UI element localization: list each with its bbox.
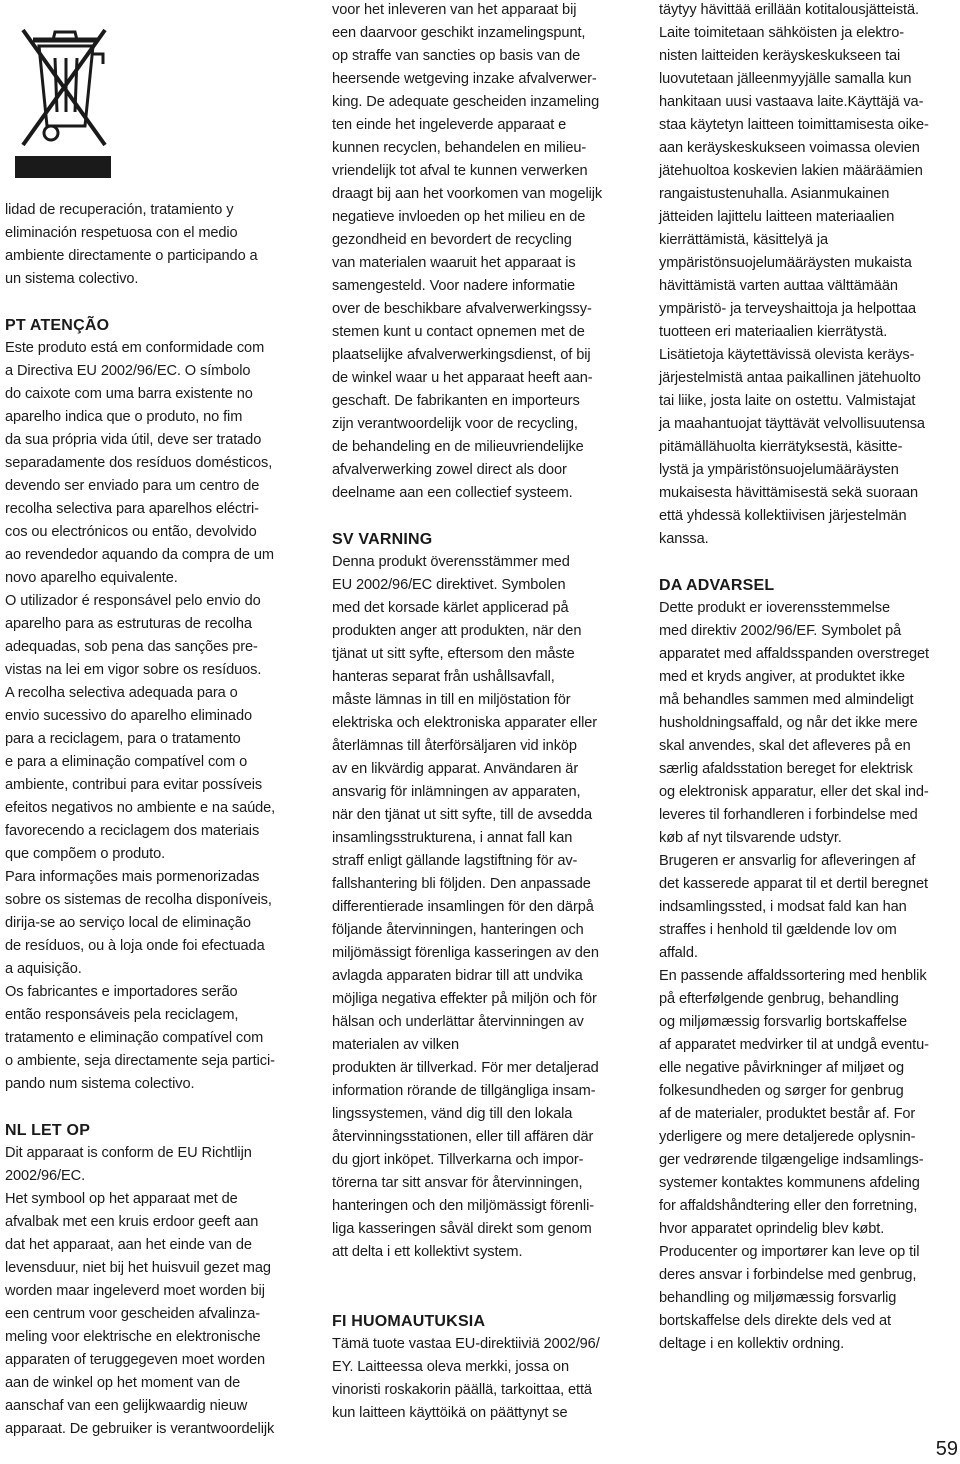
text-line: worden maar ingeleverd moet worden bij	[5, 1283, 265, 1299]
text-line: zijn verantwoordelijk voor de recycling,	[332, 416, 578, 432]
text-line: stemen kunt u contact opnemen met de	[332, 324, 585, 340]
text-line: afvalbak met een kruis erdoor geeft aan	[5, 1214, 259, 1230]
text-line: när den tjänat ut sitt syfte, till de avsedda	[332, 807, 592, 823]
text-line: køb af nyt tilsvarende udstyr.	[659, 830, 842, 846]
text-line: materialen av vilken	[332, 1037, 459, 1053]
text-line: então responsáveis pela reciclagem,	[5, 1007, 239, 1023]
text-line: vistas na lei em vigor sobre os resíduos.	[5, 662, 262, 678]
text-line: tai liike, josta laite on ostettu. Valmistajat	[659, 393, 916, 409]
nl-heading: NL LET OP	[5, 1122, 91, 1139]
text-line: hanteringen och den miljömässigt förenli-	[332, 1198, 594, 1214]
column-1	[5, 199, 305, 1441]
text-line: fallshantering bli följden. Den anpassade	[332, 876, 591, 892]
text-line: O utilizador é responsável pelo envio do	[5, 593, 261, 609]
text-line: hälsan och underlättar återvinningen av	[332, 1014, 584, 1030]
text-line: nisten laitteiden keräyskeskukseen tai	[659, 48, 901, 64]
text-line: meling voor elektrische en elektronische	[5, 1329, 261, 1345]
text-line: devendo ser enviado para um centro de	[5, 478, 260, 494]
text-line: van materialen waaruit het apparaat is	[332, 255, 576, 271]
text-line: o ambiente, seja directamente seja partici-	[5, 1053, 275, 1069]
text-line: måste lämnas in till en miljöstation för	[332, 692, 571, 708]
text-line: elle negative påvirkninger af miljøet og	[659, 1060, 905, 1076]
text-line: afvalverwerking zowel direct als door	[332, 462, 567, 478]
text-line: heersende wetgeving inzake afvalverwer-	[332, 71, 597, 87]
text-line: produkten anger att produkten, när den	[332, 623, 582, 639]
text-line: möjliga negativa effekter på miljön och för	[332, 991, 597, 1007]
nl-body	[5, 1142, 305, 1441]
text-line: separadamente dos resíduos domésticos,	[5, 455, 273, 471]
text-line: Os fabricantes e importadores serão	[5, 984, 238, 1000]
text-line: do caixote com uma barra existente no	[5, 386, 253, 402]
text-line: over de beschikbare afvalverwerkingssy-	[332, 301, 592, 317]
text-line: efeitos negativos no ambiente e na saúde,	[5, 800, 276, 816]
text-line: deelname aan een collectief systeem.	[332, 485, 573, 501]
text-line: husholdningsaffald, og når det ikke mere	[659, 715, 918, 731]
text-line: ambiente, contribui para evitar possíveis	[5, 777, 263, 793]
text-line: Tämä tuote vastaa EU-direktiiviä 2002/96/	[332, 1336, 600, 1352]
text-line: må behandles sammen med almindeligt	[659, 692, 914, 708]
text-line: jätehuoltoa koskevien lakien määräämien	[659, 163, 923, 179]
es-continuation	[5, 199, 305, 291]
fi-heading: FI HUOMAUTUKSIA	[332, 1313, 486, 1330]
text-line: staa käytetyn laitteen toimittamisesta oike-	[659, 117, 929, 133]
sv-body	[332, 551, 632, 1264]
text-line: para a reciclagem, para o tratamento	[5, 731, 241, 747]
text-line: a aquisição.	[5, 961, 82, 977]
text-line: avlagda apparaten bidrar till att undvika	[332, 968, 583, 984]
text-line: hävittämistä varten auttaa välttämään	[659, 278, 898, 294]
text-line: yderligere og mere detaljerede oplysnin-	[659, 1129, 916, 1145]
text-line: återlämnas till återförsäljaren vid inköp	[332, 738, 577, 754]
text-line: samengesteld. Voor nadere informatie	[332, 278, 576, 294]
pt-body	[5, 337, 305, 1096]
text-line: a Directiva EU 2002/96/EC. O símbolo	[5, 363, 251, 379]
text-line: på efterfølgende genbrug, behandling	[659, 991, 899, 1007]
text-line: dat het apparaat, aan het einde van de	[5, 1237, 252, 1253]
text-line: A recolha selectiva adequada para o	[5, 685, 238, 701]
text-line: behandling og miljømæssig forsvarlig	[659, 1290, 897, 1306]
text-line: eliminación respetuosa con el medio	[5, 225, 238, 241]
text-line: med direktiv 2002/96/EF. Symbolet på	[659, 623, 902, 639]
text-line: aparelho para as estruturas de recolha	[5, 616, 252, 632]
text-line: miljömässigt förenliga kasseringen av den	[332, 945, 599, 961]
text-line: negatieve invloeden op het milieu en de	[332, 209, 586, 225]
text-line: apparaat. De gebruiker is verantwoordelijk	[5, 1421, 275, 1437]
text-line: det kasserede apparat til et dertil beregnet	[659, 876, 928, 892]
column-2	[332, 0, 632, 1425]
text-line: de resíduos, ou à loja onde foi efectuada	[5, 938, 265, 954]
text-line: leveres til forhandleren i forbindelse med	[659, 807, 918, 823]
text-line: ympäristö- ja terveyshaittoja ja helpottaa	[659, 301, 916, 317]
text-line: que compõem o produto.	[5, 846, 166, 862]
text-line: apparatet med affaldsspanden overstreget	[659, 646, 929, 662]
da-heading: DA ADVARSEL	[659, 577, 775, 594]
text-line: og elektronisk apparatur, eller det skal ind-	[659, 784, 929, 800]
text-line: vriendelijk tot afval te kunnen verwerken	[332, 163, 588, 179]
text-line: og miljømæssig forsvarlig bortskaffelse	[659, 1014, 908, 1030]
page-number: 59	[935, 1438, 958, 1460]
text-line: affald.	[659, 945, 698, 961]
text-line: hanteras separat från ushållsavfall,	[332, 669, 555, 685]
text-line: ansvarig för inlämningen av apparaten,	[332, 784, 581, 800]
text-line: hankitaan uusi vastaava laite.Käyttäjä va-	[659, 94, 924, 110]
nl-continuation	[332, 0, 632, 505]
text-line: insamlingsstrukturena, i annat fall kan	[332, 830, 573, 846]
text-line: kunnen recyclen, behandelen en milieu-	[332, 140, 587, 156]
text-line: järjestelmistä antaa paikallinen jätehuolto	[659, 370, 921, 386]
text-line: Laite toimitetaan sähköisten ja elektro-	[659, 25, 905, 41]
text-line: dirija-se ao serviço local de eliminação	[5, 915, 251, 931]
fi-continuation	[659, 0, 959, 551]
text-line: deres ansvar i forbindelse med genbrug,	[659, 1267, 917, 1283]
text-line: adequadas, sob pena das sanções pre-	[5, 639, 258, 655]
text-line: ger vedrørende tilgængelige indsamlings-	[659, 1152, 924, 1168]
text-line: bortskaffelse dels direkte dels ved at	[659, 1313, 891, 1329]
text-line: mukaisesta hävittämisestä sekä suoraan	[659, 485, 919, 501]
text-line: geschaft. De fabrikanten en importeurs	[332, 393, 580, 409]
text-line: av en likvärdig apparat. Användaren är	[332, 761, 579, 777]
text-line: draagt bij aan het voorkomen van mogelijk	[332, 186, 603, 202]
text-line: Lisätietoja käytettävissä olevista keräys-	[659, 347, 915, 363]
text-line: Dit apparaat is conform de EU Richtlijn	[5, 1145, 252, 1161]
text-line: levensduur, niet bij het huisvuil gezet mag	[5, 1260, 271, 1276]
text-line: af de materialer, produktet består af. For	[659, 1106, 916, 1122]
text-line: produkten är tillverkad. För mer detaljerad	[332, 1060, 599, 1076]
text-line: apparaten of teruggegeven moet worden	[5, 1352, 265, 1368]
text-line: folkesundheden og sørger for genbrug	[659, 1083, 904, 1099]
text-line: liga kasseringen såväl direkt som genom	[332, 1221, 592, 1237]
text-line: kun laitteen käyttöikä on päättynyt se	[332, 1405, 568, 1421]
text-line: elektriska och elektroniska apparater eller	[332, 715, 598, 731]
text-line: du gjort inköpet. Tillverkarna och impor-	[332, 1152, 584, 1168]
text-line: envio sucessivo do aparelho eliminado	[5, 708, 252, 724]
text-line: e para a eliminação compatível com o	[5, 754, 248, 770]
text-line: Het symbool op het apparaat met de	[5, 1191, 238, 1207]
text-line: att delta i ett kollektivt system.	[332, 1244, 523, 1260]
text-line: een daarvoor geschikt inzamelingspunt,	[332, 25, 586, 41]
da-body	[659, 597, 959, 1356]
text-line: tjänat ut sitt syfte, eftersom den måste	[332, 646, 575, 662]
text-line: lystä ja ympäristönsuojelumääräysten	[659, 462, 899, 478]
text-line: deltage i en kollektiv ordning.	[659, 1336, 845, 1352]
text-line: novo aparelho equivalente.	[5, 570, 178, 586]
text-line: straffes i henhold til gældende lov om	[659, 922, 897, 938]
text-line: ympäristönsuojelumääräysten mukaista	[659, 255, 912, 271]
text-line: 2002/96/EC.	[5, 1168, 86, 1184]
text-line: että yhdessä kollektiivisen järjestelmän	[659, 508, 907, 524]
text-line: kierrättämistä, käsittelyä ja	[659, 232, 829, 248]
text-line: plaatselijke afvalverwerkingsdienst, of bij	[332, 347, 591, 363]
fi-body	[332, 1333, 632, 1425]
pt-heading: PT ATENÇÃO	[5, 317, 110, 334]
text-line: systemer kontaktes kommunens afdeling	[659, 1175, 920, 1191]
text-line: rangaistustenuhalla. Asianmukainen	[659, 186, 890, 202]
text-line: lidad de recuperación, tratamiento y	[5, 202, 234, 218]
text-line: Denna produkt överensstämmer med	[332, 554, 570, 570]
text-line: gezondheid en bevordert de recycling	[332, 232, 572, 248]
text-line: differentierade insamlingen för den därpå	[332, 899, 594, 915]
text-line: luovutetaan jälleenmyyjälle samalla kun	[659, 71, 912, 87]
text-line: Producenter og importører kan leve op til	[659, 1244, 920, 1260]
text-line: information rörande de tillgängliga insam-	[332, 1083, 596, 1099]
text-line: återvinningsstationen, eller till affären där	[332, 1129, 594, 1145]
text-line: jätteiden lajittelu laitteen materiaalien	[659, 209, 895, 225]
text-line: aan de winkel op het moment van de	[5, 1375, 241, 1391]
text-line: kanssa.	[659, 531, 709, 547]
sv-heading: SV VARNING	[332, 531, 433, 548]
text-line: king. De adequate gescheiden inzameling	[332, 94, 600, 110]
text-line: EU 2002/96/EC direktivet. Symbolen	[332, 577, 566, 593]
text-line: de winkel waar u het apparaat heeft aan-	[332, 370, 593, 386]
text-line: törerna tar sitt ansvar för återvinningen,	[332, 1175, 583, 1191]
text-line: En passende affaldssortering med henblik	[659, 968, 927, 984]
text-line: skal anvendes, skal det afleveres på en	[659, 738, 911, 754]
text-line: vinoristi roskakorin päällä, tarkoittaa, että	[332, 1382, 592, 1398]
text-line: EY. Laitteessa oleva merkki, jossa on	[332, 1359, 569, 1375]
text-line: pando num sistema colectivo.	[5, 1076, 195, 1092]
text-line: med et kryds angiver, at produktet ikke	[659, 669, 905, 685]
text-line: da sua própria vida útil, deve ser tratado	[5, 432, 262, 448]
text-line: sobre os sistemas de recolha disponíveis,	[5, 892, 272, 908]
text-line: tratamento e eliminação compatível com	[5, 1030, 264, 1046]
text-line: op straffe van sancties op basis van de	[332, 48, 581, 64]
text-line: ten einde het ingeleverde apparaat e	[332, 117, 567, 133]
text-line: aparelho indica que o produto, no fim	[5, 409, 243, 425]
text-line: straff enligt gällande lagstiftning för av-	[332, 853, 578, 869]
text-line: aan keräyskeskukseen voimassa olevien	[659, 140, 920, 156]
text-line: un sistema colectivo.	[5, 271, 139, 287]
text-line: aanschaf van een gelijkwaardig nieuw	[5, 1398, 248, 1414]
text-line: for affaldshåndtering eller den forretning,	[659, 1198, 918, 1214]
text-line: Brugeren er ansvarlig for afleveringen af	[659, 853, 916, 869]
text-line: ja maahantuojat täyttävät velvollisuutensa	[659, 416, 925, 432]
text-line: recolha selectiva para aparelhos eléctri-	[5, 501, 259, 517]
text-line: lingssystemen, vänd dig till den lokala	[332, 1106, 573, 1122]
text-line: een centrum voor gescheiden afvalinza-	[5, 1306, 260, 1322]
text-line: ambiente directamente o participando a	[5, 248, 258, 264]
text-line: af apparatet medvirker til at undgå eventu-	[659, 1037, 929, 1053]
text-line: med det korsade kärlet applicerad på	[332, 600, 569, 616]
text-line: pitämällähuolta kierrätyksestä, käsitte-	[659, 439, 903, 455]
text-line: ao revendedor aquando da compra de um	[5, 547, 274, 563]
column-3	[659, 0, 959, 1356]
text-line: följande återvinningen, hanteringen och	[332, 922, 584, 938]
text-line: indsamlingssted, i modsat fald kan han	[659, 899, 907, 915]
text-line: täytyy hävittää erillään kotitalousjätteistä.	[659, 2, 919, 18]
text-line: Este produto está em conformidade com	[5, 340, 265, 356]
text-line: de behandeling en de milieuvriendelijke	[332, 439, 584, 455]
text-line: særlig afaldsstation bereget for elektrisk	[659, 761, 913, 777]
text-line: cos ou electrónicos ou então, devolvido	[5, 524, 257, 540]
crossed-out-wheeled-bin-icon	[15, 0, 111, 178]
text-line: favorecendo a reciclagem dos materiais	[5, 823, 260, 839]
text-line: voor het inleveren van het apparaat bij	[332, 2, 577, 18]
text-line: tuotteen eri materiaalien kierrätystä.	[659, 324, 888, 340]
text-line: hvor apparatet oprindelig blev købt.	[659, 1221, 885, 1237]
text-line: Para informações mais pormenorizadas	[5, 869, 260, 885]
text-line: Dette produkt er ioverensstemmelse	[659, 600, 891, 616]
